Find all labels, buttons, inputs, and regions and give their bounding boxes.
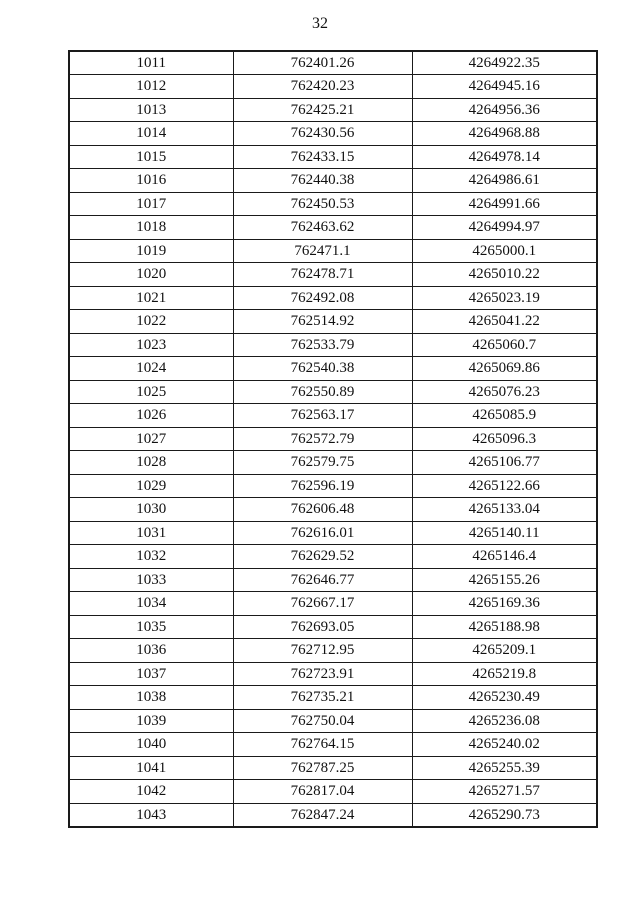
x-coordinate-cell: 762572.79	[233, 427, 412, 451]
y-coordinate-cell: 4265209.1	[412, 639, 597, 663]
y-coordinate-cell: 4265096.3	[412, 427, 597, 451]
x-coordinate-cell: 762463.62	[233, 216, 412, 240]
table-row	[69, 310, 597, 334]
table-row	[69, 75, 597, 99]
x-coordinate-cell: 762787.25	[233, 756, 412, 780]
x-coordinate-cell: 762478.71	[233, 263, 412, 287]
table-row	[69, 122, 597, 146]
y-coordinate-cell: 4265236.08	[412, 709, 597, 733]
point-number-cell: 1014	[69, 122, 233, 146]
table-row	[69, 568, 597, 592]
point-number-cell: 1042	[69, 780, 233, 804]
x-coordinate-cell: 762492.08	[233, 286, 412, 310]
point-number-cell: 1024	[69, 357, 233, 381]
table-row	[69, 404, 597, 428]
point-number-cell: 1043	[69, 803, 233, 827]
x-coordinate-cell: 762430.56	[233, 122, 412, 146]
point-number-cell: 1031	[69, 521, 233, 545]
table-row	[69, 615, 597, 639]
point-number-cell: 1036	[69, 639, 233, 663]
table-row	[69, 263, 597, 287]
table-row	[69, 286, 597, 310]
table-row	[69, 662, 597, 686]
table-row	[69, 380, 597, 404]
y-coordinate-cell: 4264945.16	[412, 75, 597, 99]
point-number-cell: 1037	[69, 662, 233, 686]
x-coordinate-cell: 762629.52	[233, 545, 412, 569]
table-row	[69, 145, 597, 169]
y-coordinate-cell: 4264978.14	[412, 145, 597, 169]
y-coordinate-cell: 4265255.39	[412, 756, 597, 780]
x-coordinate-cell: 762514.92	[233, 310, 412, 334]
y-coordinate-cell: 4265271.57	[412, 780, 597, 804]
x-coordinate-cell: 762596.19	[233, 474, 412, 498]
x-coordinate-cell: 762471.1	[233, 239, 412, 263]
table-row	[69, 427, 597, 451]
y-coordinate-cell: 4265010.22	[412, 263, 597, 287]
point-number-cell: 1032	[69, 545, 233, 569]
point-number-cell: 1018	[69, 216, 233, 240]
point-number-cell: 1012	[69, 75, 233, 99]
y-coordinate-cell: 4265041.22	[412, 310, 597, 334]
x-coordinate-cell: 762723.91	[233, 662, 412, 686]
table-row	[69, 169, 597, 193]
table-row	[69, 733, 597, 757]
point-number-cell: 1030	[69, 498, 233, 522]
point-number-cell: 1025	[69, 380, 233, 404]
table-row	[69, 709, 597, 733]
y-coordinate-cell: 4265085.9	[412, 404, 597, 428]
table-row	[69, 780, 597, 804]
table-row	[69, 357, 597, 381]
y-coordinate-cell: 4264994.97	[412, 216, 597, 240]
x-coordinate-cell: 762646.77	[233, 568, 412, 592]
y-coordinate-cell: 4265155.26	[412, 568, 597, 592]
point-number-cell: 1034	[69, 592, 233, 616]
y-coordinate-cell: 4265069.86	[412, 357, 597, 381]
point-number-cell: 1016	[69, 169, 233, 193]
point-number-cell: 1035	[69, 615, 233, 639]
y-coordinate-cell: 4265290.73	[412, 803, 597, 827]
table-row	[69, 803, 597, 827]
x-coordinate-cell: 762533.79	[233, 333, 412, 357]
point-number-cell: 1022	[69, 310, 233, 334]
x-coordinate-cell: 762750.04	[233, 709, 412, 733]
x-coordinate-cell: 762847.24	[233, 803, 412, 827]
table-row	[69, 51, 597, 75]
point-number-cell: 1027	[69, 427, 233, 451]
point-number-cell: 1019	[69, 239, 233, 263]
x-coordinate-cell: 762606.48	[233, 498, 412, 522]
point-number-cell: 1015	[69, 145, 233, 169]
x-coordinate-cell: 762616.01	[233, 521, 412, 545]
point-number-cell: 1017	[69, 192, 233, 216]
point-number-cell: 1033	[69, 568, 233, 592]
point-number-cell: 1029	[69, 474, 233, 498]
y-coordinate-cell: 4265000.1	[412, 239, 597, 263]
x-coordinate-cell: 762550.89	[233, 380, 412, 404]
x-coordinate-cell: 762735.21	[233, 686, 412, 710]
point-number-cell: 1041	[69, 756, 233, 780]
y-coordinate-cell: 4265122.66	[412, 474, 597, 498]
y-coordinate-cell: 4264956.36	[412, 98, 597, 122]
point-number-cell: 1026	[69, 404, 233, 428]
table-row	[69, 756, 597, 780]
table-row	[69, 474, 597, 498]
y-coordinate-cell: 4264922.35	[412, 51, 597, 75]
table-row	[69, 333, 597, 357]
point-number-cell: 1038	[69, 686, 233, 710]
x-coordinate-cell: 762440.38	[233, 169, 412, 193]
y-coordinate-cell: 4265140.11	[412, 521, 597, 545]
y-coordinate-cell: 4265188.98	[412, 615, 597, 639]
x-coordinate-cell: 762420.23	[233, 75, 412, 99]
y-coordinate-cell: 4265060.7	[412, 333, 597, 357]
x-coordinate-cell: 762433.15	[233, 145, 412, 169]
y-coordinate-cell: 4264986.61	[412, 169, 597, 193]
point-number-cell: 1040	[69, 733, 233, 757]
table-row	[69, 545, 597, 569]
y-coordinate-cell: 4265133.04	[412, 498, 597, 522]
table-row	[69, 686, 597, 710]
x-coordinate-cell: 762579.75	[233, 451, 412, 475]
point-number-cell: 1039	[69, 709, 233, 733]
x-coordinate-cell: 762450.53	[233, 192, 412, 216]
x-coordinate-cell: 762540.38	[233, 357, 412, 381]
table-row	[69, 521, 597, 545]
point-number-cell: 1013	[69, 98, 233, 122]
table-row	[69, 498, 597, 522]
y-coordinate-cell: 4264991.66	[412, 192, 597, 216]
table-row	[69, 592, 597, 616]
point-number-cell: 1028	[69, 451, 233, 475]
y-coordinate-cell: 4265219.8	[412, 662, 597, 686]
table-row	[69, 639, 597, 663]
y-coordinate-cell: 4264968.88	[412, 122, 597, 146]
point-number-cell: 1020	[69, 263, 233, 287]
x-coordinate-cell: 762401.26	[233, 51, 412, 75]
x-coordinate-cell: 762817.04	[233, 780, 412, 804]
x-coordinate-cell: 762563.17	[233, 404, 412, 428]
y-coordinate-cell: 4265230.49	[412, 686, 597, 710]
y-coordinate-cell: 4265146.4	[412, 545, 597, 569]
point-number-cell: 1021	[69, 286, 233, 310]
x-coordinate-cell: 762693.05	[233, 615, 412, 639]
y-coordinate-cell: 4265169.36	[412, 592, 597, 616]
x-coordinate-cell: 762712.95	[233, 639, 412, 663]
page-number: 32	[312, 15, 328, 32]
x-coordinate-cell: 762425.21	[233, 98, 412, 122]
y-coordinate-cell: 4265076.23	[412, 380, 597, 404]
y-coordinate-cell: 4265240.02	[412, 733, 597, 757]
table-row	[69, 451, 597, 475]
x-coordinate-cell: 762667.17	[233, 592, 412, 616]
table-row	[69, 216, 597, 240]
y-coordinate-cell: 4265023.19	[412, 286, 597, 310]
table-row	[69, 192, 597, 216]
point-number-cell: 1023	[69, 333, 233, 357]
table-row	[69, 98, 597, 122]
point-number-cell: 1011	[69, 51, 233, 75]
coordinate-table	[68, 50, 598, 828]
x-coordinate-cell: 762764.15	[233, 733, 412, 757]
coordinate-table-body	[69, 51, 597, 827]
y-coordinate-cell: 4265106.77	[412, 451, 597, 475]
table-row	[69, 239, 597, 263]
